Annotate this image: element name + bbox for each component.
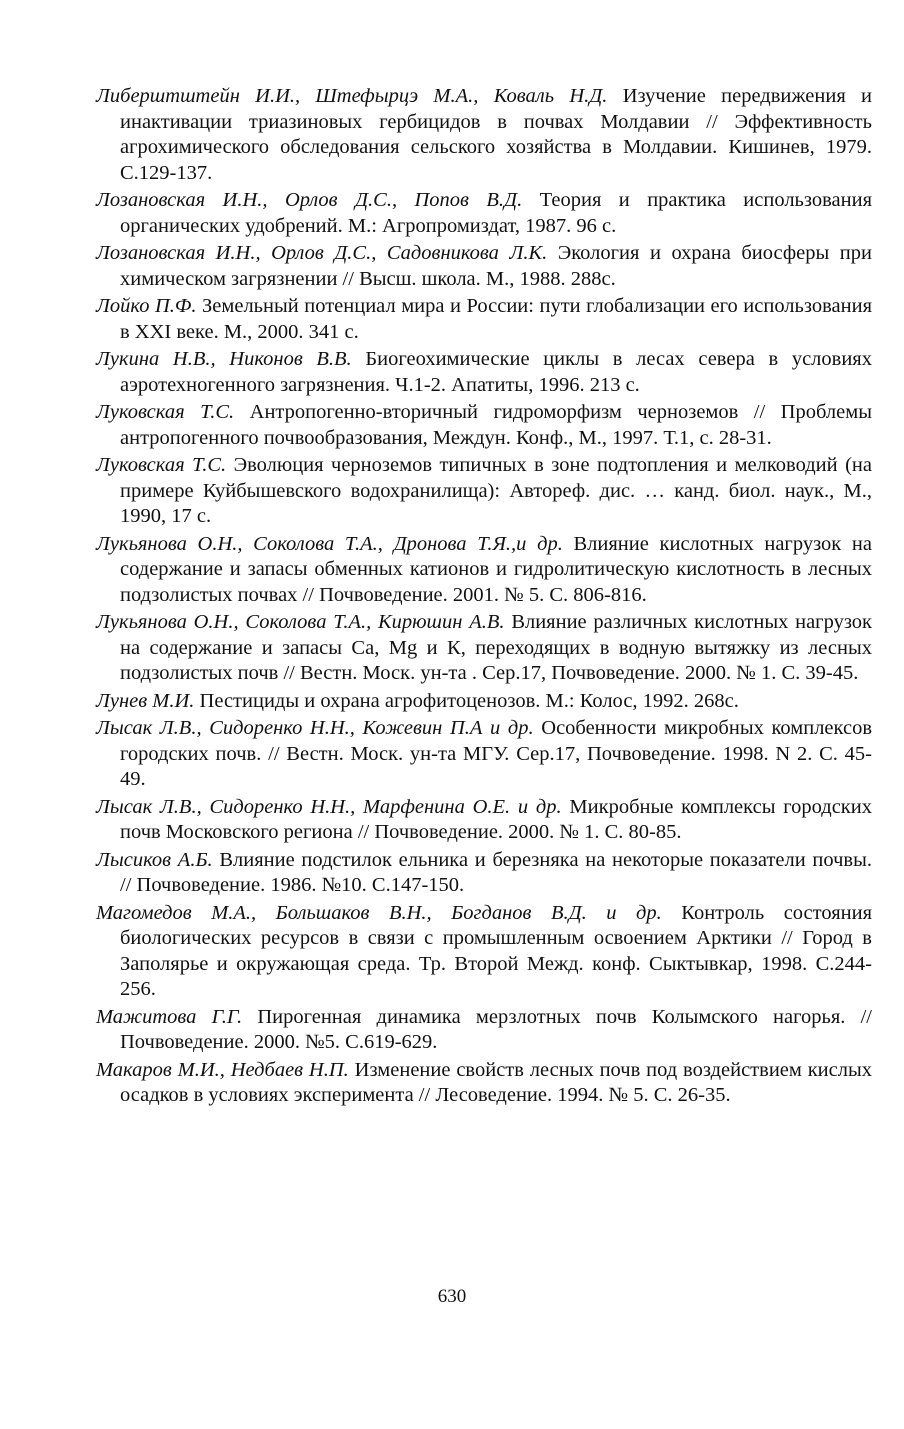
reference-entry bbox=[96, 84, 872, 186]
reference-text: Антропогенно-вторичный гидроморфизм черноземов // Проблемы антропогенного почвообразования, Междун. Конф., М., 1997. Т.1, с. 28-31. bbox=[120, 401, 872, 449]
reference-text: Теория и практика использования органических удобрений. М.: Агропромиздат, 1987. 96 с. bbox=[120, 189, 873, 237]
reference-text: Влияние различных кислотных нагрузок на содержание и запасы Са, Mg и К, переходящих в водную вытяжку из лесных подзолистых почв // Вестн. Моск. ун-та . Сер.17, Почвоведение. 2000. № 1. С. 39-45. bbox=[120, 611, 873, 684]
reference-entry bbox=[96, 901, 872, 1003]
reference-entry bbox=[96, 532, 872, 609]
reference-authors: Либерштштейн И.И., Штефырцэ М.А., Коваль Н.Д. bbox=[96, 85, 608, 107]
reference-list bbox=[96, 84, 872, 1111]
reference-entry bbox=[96, 400, 872, 451]
reference-authors: Луковская Т.С. bbox=[96, 401, 235, 423]
reference-text: Особенности микробных комплексов городских почв. // Вестн. Моск. ун-та МГУ. Сер.17, Почвоведение. 1998. N 2. С. 45-49. bbox=[120, 717, 873, 790]
reference-authors: Лунев М.И. bbox=[96, 689, 195, 712]
reference-text: Микробные комплексы городских почв Московского региона // Почвоведение. 2000. № 1. С. 80-85. bbox=[120, 795, 872, 843]
reference-entry bbox=[96, 188, 872, 239]
reference-entry bbox=[96, 294, 872, 345]
reference-text: Экология и охрана биосферы при химическом загрязнении // Высш. школа. М., 1988. 288с. bbox=[120, 242, 872, 290]
reference-entry bbox=[96, 241, 872, 292]
reference-authors: Макаров М.И., Недбаев Н.П. bbox=[96, 1058, 349, 1081]
reference-authors: Лойко П.Ф. bbox=[96, 295, 197, 317]
reference-entry bbox=[96, 610, 872, 687]
reference-text: Земельный потенциал мира и России: пути глобализации его использования в XXI веке. М., 2000. 341 с. bbox=[120, 295, 872, 343]
reference-authors: Лозановская И.Н., Орлов Д.С., Попов В.Д. bbox=[96, 189, 523, 211]
reference-entry bbox=[96, 716, 872, 793]
reference-authors: Лозановская И.Н., Орлов Д.С., Садовникова Л.К. bbox=[96, 242, 548, 264]
reference-text: Пирогенная динамика мерзлотных почв Колымского нагорья. // Почвоведение. 2000. №5. С.619-629. bbox=[120, 1005, 872, 1053]
reference-text: Контроль состояния биологических ресурсов в связи с промышленным освоением Арктики // Город в Заполярье и окружающая среда. Тр. Второй Межд. конф. Сыктывкар, 1998. С.244-256. bbox=[120, 901, 872, 1000]
reference-entry bbox=[96, 689, 872, 715]
reference-entry bbox=[96, 848, 872, 899]
reference-entry bbox=[96, 453, 872, 530]
reference-authors: Магомедов М.А., Большаков В.Н., Богданов В.Д. и др. bbox=[96, 901, 662, 924]
reference-text: Влияние подстилок ельника и березняка на некоторые показатели почвы. // Почвоведение. 1986. №10. С.147-150. bbox=[120, 848, 872, 896]
reference-authors: Лукьянова О.Н., Соколова Т.А., Дронова Т.Я.,и др. bbox=[96, 532, 563, 555]
reference-authors: Мажитова Г.Г. bbox=[96, 1005, 243, 1028]
reference-entry bbox=[96, 1058, 872, 1109]
reference-entry bbox=[96, 347, 872, 398]
reference-text: Изменение свойств лесных почв под воздействием кислых осадков в условиях эксперимента // Лесоведение. 1994. № 5. С. 26-35. bbox=[120, 1058, 873, 1106]
reference-text: Изучение передвижения и инактивации триазиновых гербицидов в почвах Молдавии // Эффективность агрохимического обследования сельского хозяйства в Молдавии. Кишинев, 1979. С.129-137. bbox=[120, 85, 872, 184]
reference-authors: Лукина Н.В., Никонов В.В. bbox=[96, 348, 352, 370]
reference-text: Пестициды и охрана агрофитоценозов. М.: Колос, 1992. 268с. bbox=[199, 689, 739, 712]
reference-authors: Лысиков А.Б. bbox=[96, 848, 213, 871]
page-number: 630 bbox=[437, 1286, 467, 1307]
reference-entry bbox=[96, 1005, 872, 1056]
reference-text: Влияние кислотных нагрузок на содержание и запасы обменных катионов и гидролитическую кислотность в лесных подзолистых почвах // Почвоведение. 2001. № 5. С. 806-816. bbox=[120, 532, 872, 606]
reference-authors: Лысак Л.В., Сидоренко Н.Н., Кожевин П.А и др. bbox=[96, 717, 534, 739]
reference-text: Эволюция черноземов типичных в зоне подтопления и мелководий (на примере Куйбышевского водохранилища): Автореф. дис. … канд. биол. наук., М., 1990, 17 с. bbox=[120, 454, 872, 527]
reference-entry bbox=[96, 795, 872, 846]
reference-authors: Лукьянова О.Н., Соколова Т.А., Кирюшин А.В. bbox=[96, 611, 505, 633]
reference-authors: Лысак Л.В., Сидоренко Н.Н., Марфенина О.Е. и др. bbox=[96, 795, 562, 818]
reference-text: Биогеохимические циклы в лесах севера в условиях аэротехногенного загрязнения. Ч.1-2. Апатиты, 1996. 213 с. bbox=[120, 348, 872, 396]
reference-authors: Луковская Т.С. bbox=[96, 454, 227, 476]
